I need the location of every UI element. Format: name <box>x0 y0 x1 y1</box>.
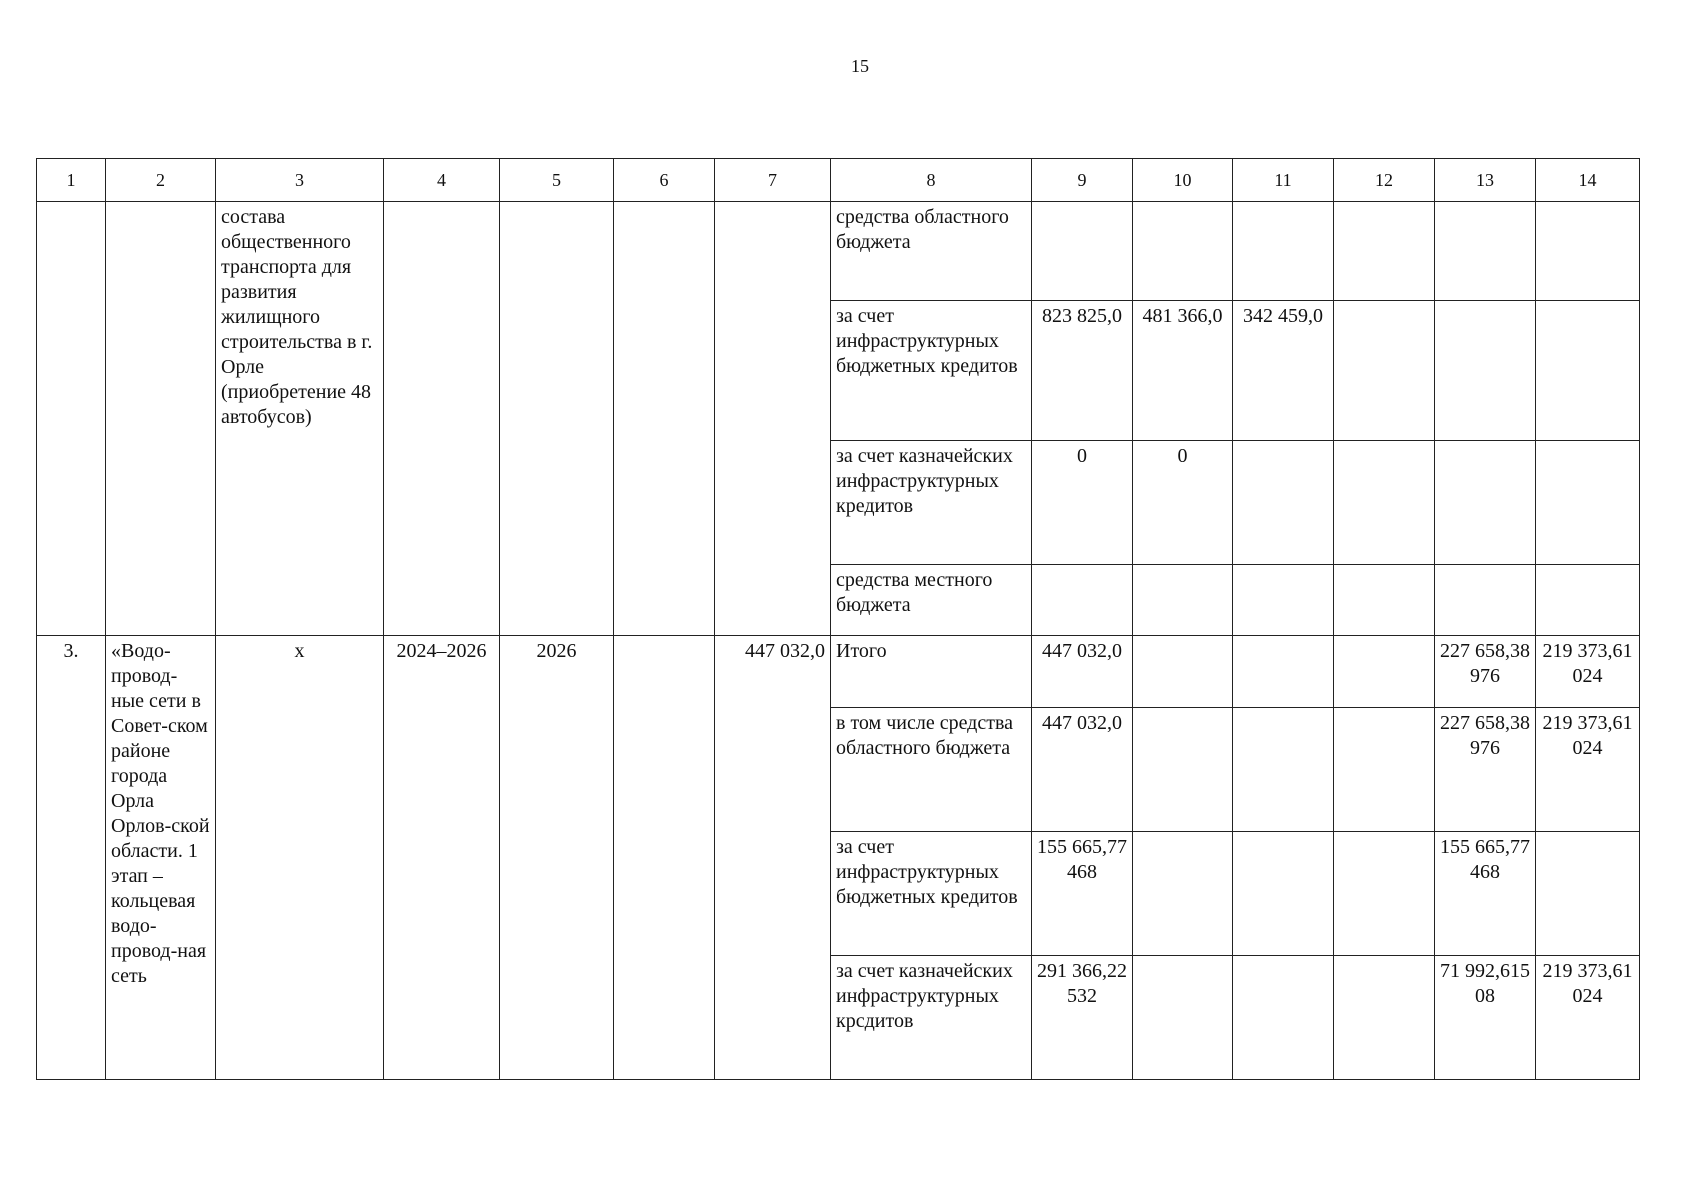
header-cell: 13 <box>1435 159 1536 202</box>
page-number: 15 <box>851 56 869 76</box>
header-cell: 12 <box>1334 159 1435 202</box>
cell-value <box>1334 708 1435 832</box>
cell-value <box>1334 202 1435 301</box>
cell-col6 <box>614 636 715 1080</box>
cell-value: 227 658,38976 <box>1435 708 1536 832</box>
cell-source: средства областного бюджета <box>831 202 1032 301</box>
cell-value: 481 366,0 <box>1133 301 1233 441</box>
cell-value: 0 <box>1133 441 1233 565</box>
cell-value <box>1233 565 1334 636</box>
cell-value <box>1233 832 1334 956</box>
header-cell: 6 <box>614 159 715 202</box>
cell-source: средства местного бюджета <box>831 565 1032 636</box>
budget-table <box>36 158 1640 1080</box>
cell-value <box>1536 202 1640 301</box>
table-row <box>37 636 1640 708</box>
cell-value <box>1233 202 1334 301</box>
cell-value <box>1334 956 1435 1080</box>
cell-total: 447 032,0 <box>715 636 831 1080</box>
cell-value <box>1334 636 1435 708</box>
cell-value <box>1536 832 1640 956</box>
cell-value <box>1133 956 1233 1080</box>
cell-value: 155 665,77468 <box>1435 832 1536 956</box>
cell-source: за счет инфраструктурных бюджетных кредитов <box>831 832 1032 956</box>
cell-year <box>500 202 614 636</box>
cell-value: 219 373,61024 <box>1536 956 1640 1080</box>
cell-value <box>1536 301 1640 441</box>
cell-period: 2024–2026 <box>384 636 500 1080</box>
header-cell: 7 <box>715 159 831 202</box>
cell-value <box>1536 441 1640 565</box>
header-cell: 5 <box>500 159 614 202</box>
cell-col3: х <box>216 636 384 1080</box>
cell-source: Итого <box>831 636 1032 708</box>
header-cell: 1 <box>37 159 106 202</box>
cell-project-name: «Водо-провод-ные сети в Совет-ском районе города Орла Орлов-ской области. 1 этап – кольцевая водо-провод-ная сеть <box>106 636 216 1080</box>
cell-value <box>1133 565 1233 636</box>
cell-value: 71 992,61508 <box>1435 956 1536 1080</box>
cell-project-name <box>106 202 216 636</box>
cell-col6 <box>614 202 715 636</box>
cell-value <box>1233 441 1334 565</box>
cell-value: 227 658,38976 <box>1435 636 1536 708</box>
cell-value <box>1233 636 1334 708</box>
header-cell: 8 <box>831 159 1032 202</box>
cell-value <box>1334 565 1435 636</box>
table-row <box>37 202 1640 301</box>
cell-value <box>1334 301 1435 441</box>
cell-period <box>384 202 500 636</box>
cell-value: 342 459,0 <box>1233 301 1334 441</box>
cell-value <box>1133 202 1233 301</box>
cell-value: 219 373,61024 <box>1536 708 1640 832</box>
cell-value <box>1032 202 1133 301</box>
cell-value <box>1435 565 1536 636</box>
cell-value: 219 373,61024 <box>1536 636 1640 708</box>
cell-source: в том числе средства областного бюджета <box>831 708 1032 832</box>
cell-value <box>1435 202 1536 301</box>
cell-value <box>1233 956 1334 1080</box>
cell-number: 3. <box>37 636 106 1080</box>
header-cell: 3 <box>216 159 384 202</box>
cell-total <box>715 202 831 636</box>
cell-value: 155 665,77468 <box>1032 832 1133 956</box>
header-cell: 4 <box>384 159 500 202</box>
cell-value: 447 032,0 <box>1032 636 1133 708</box>
cell-value: 447 032,0 <box>1032 708 1133 832</box>
header-cell: 2 <box>106 159 216 202</box>
header-cell: 11 <box>1233 159 1334 202</box>
cell-value <box>1032 565 1133 636</box>
cell-name-continued: состава общественного транспорта для развития жилищного строительства в г. Орле (приобретение 48 автобусов) <box>216 202 384 636</box>
cell-value: 0 <box>1032 441 1133 565</box>
cell-value <box>1536 565 1640 636</box>
cell-number <box>37 202 106 636</box>
cell-value <box>1334 832 1435 956</box>
cell-source: за счет инфраструктурных бюджетных кредитов <box>831 301 1032 441</box>
cell-year: 2026 <box>500 636 614 1080</box>
cell-value <box>1133 832 1233 956</box>
header-cell: 9 <box>1032 159 1133 202</box>
cell-value: 823 825,0 <box>1032 301 1133 441</box>
cell-source: за счет казначейских инфраструктурных кредитов <box>831 441 1032 565</box>
cell-value <box>1133 708 1233 832</box>
cell-value <box>1435 301 1536 441</box>
cell-source: за счет казначейских инфраструктурных крсдитов <box>831 956 1032 1080</box>
cell-value: 291 366,22532 <box>1032 956 1133 1080</box>
cell-value <box>1334 441 1435 565</box>
header-cell: 14 <box>1536 159 1640 202</box>
cell-value <box>1435 441 1536 565</box>
cell-value <box>1233 708 1334 832</box>
header-cell: 10 <box>1133 159 1233 202</box>
header-row <box>37 159 1640 202</box>
cell-value <box>1133 636 1233 708</box>
